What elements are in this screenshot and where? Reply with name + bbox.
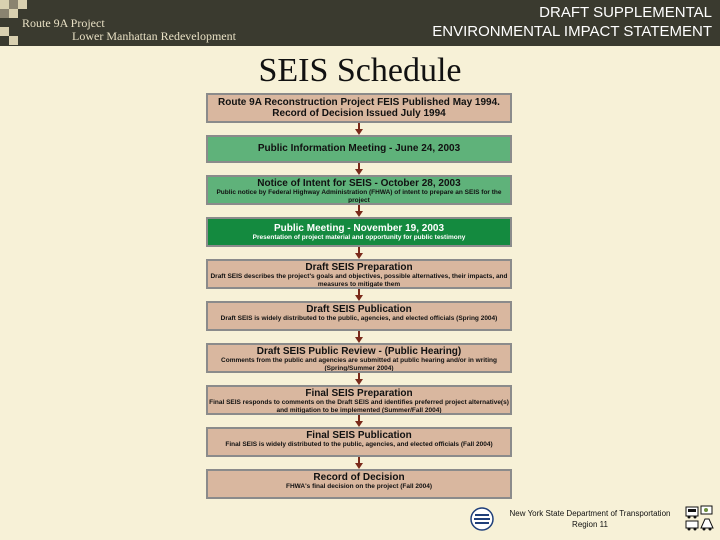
step-heading: Draft SEIS Publication: [306, 304, 412, 315]
flow-arrow: [206, 289, 512, 301]
step-heading: Notice of Intent for SEIS - October 28, 2003: [257, 178, 461, 189]
flow-step-public-review: [206, 343, 512, 373]
footer-department: New York State Department of Transportation: [509, 509, 671, 518]
flow-arrow: [206, 415, 512, 427]
flow-step-final-preparation: [206, 385, 512, 415]
step-detail: Final SEIS responds to comments on the Draft SEIS and identifies preferred project alternative(s) and mitigation to be implemented (Summer/Fall 2004): [209, 399, 509, 414]
flow-arrow: [206, 205, 512, 217]
flow-arrow: [206, 163, 512, 175]
step-detail: FHWA's final decision on the project (Fall 2004): [285, 483, 432, 490]
step-heading: Public Meeting - November 19, 2003: [273, 223, 445, 234]
transportation-modes-icon: [684, 504, 714, 532]
decorative-square: [0, 0, 9, 9]
step-detail: Final SEIS is widely distributed to the public, agencies, and elected officials (Fall 2004): [225, 441, 493, 448]
step-heading: Route 9A Reconstruction Project FEIS Published May 1994. Record of Decision Issued July 1994: [218, 97, 500, 119]
step-heading: Draft SEIS Public Review - (Public Hearing): [256, 346, 462, 357]
decorative-square: [9, 9, 18, 18]
step-detail: Public notice by Federal Highway Administration (FHWA) of intent to prepare an SEIS for the project: [216, 189, 502, 204]
flow-arrow: [206, 247, 512, 259]
flow-step-public-meeting: [206, 217, 512, 247]
document-title-line2: ENVIRONMENTAL IMPACT STATEMENT: [432, 23, 712, 40]
flow-step-final-publication: [206, 427, 512, 457]
flow-step-record-of-decision: [206, 469, 512, 499]
decorative-square: [9, 36, 18, 45]
step-heading: Final SEIS Publication: [306, 430, 412, 441]
decorative-square: [18, 0, 27, 9]
project-subtitle: Lower Manhattan Redevelopment: [72, 29, 236, 43]
flow-step-info-meeting: [206, 135, 512, 163]
step-detail: Draft SEIS describes the project's goals and objectives, possible alternatives, their impacts, and measures to mitigate them: [210, 273, 508, 288]
nysdot-seal-icon: [470, 507, 494, 531]
footer-credit: [500, 508, 680, 530]
schedule-flowchart: [206, 93, 512, 499]
project-name: Route 9A Project: [22, 16, 105, 30]
step-heading: Final SEIS Preparation: [305, 388, 413, 399]
flow-step-draft-publication: [206, 301, 512, 331]
step-detail: Draft SEIS is widely distributed to the public, agencies, and elected officials (Spring 2004): [220, 315, 498, 322]
flow-step-draft-preparation: [206, 259, 512, 289]
decorative-square: [0, 9, 9, 18]
flow-arrow: [206, 373, 512, 385]
flow-arrow: [206, 457, 512, 469]
document-title-line1: DRAFT SUPPLEMENTAL: [539, 4, 712, 21]
header-bar: [0, 0, 720, 46]
document-title: [432, 3, 712, 41]
flow-step-feis: [206, 93, 512, 123]
flow-step-notice-of-intent: [206, 175, 512, 205]
flow-arrow: [206, 123, 512, 135]
step-heading: Public Information Meeting - June 24, 2003: [257, 143, 461, 154]
decorative-square: [9, 0, 18, 9]
decorative-square: [0, 27, 9, 36]
footer-region: Region 11: [572, 520, 608, 529]
page-title: SEIS Schedule: [258, 52, 462, 89]
step-detail: Comments from the public and agencies are submitted at public hearing and/or in writing (Spring/Summer 2004): [221, 357, 497, 372]
step-heading: Record of Decision: [313, 472, 405, 483]
step-detail: Presentation of project material and opportunity for public testimony: [252, 234, 466, 241]
step-heading: Draft SEIS Preparation: [305, 262, 413, 273]
flow-arrow: [206, 331, 512, 343]
